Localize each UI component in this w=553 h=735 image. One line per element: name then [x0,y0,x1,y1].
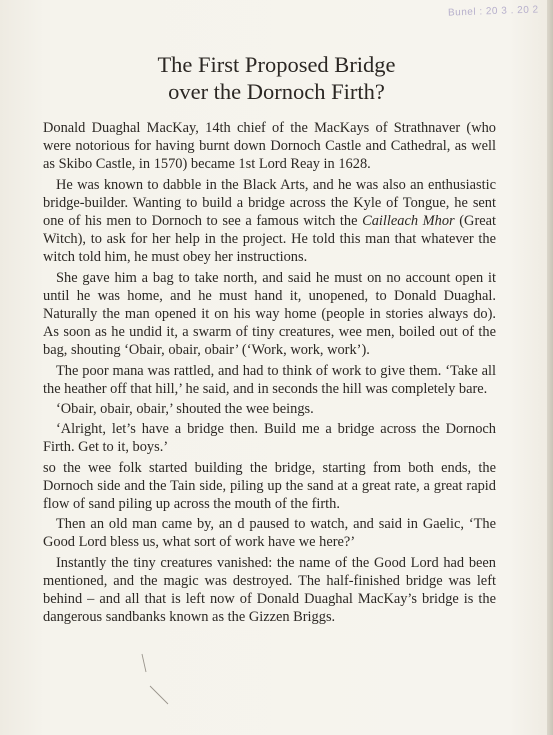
paragraph-6: ‘Alright, let’s have a bridge then. Build me a bridge across the Dornoch Firth. Get to it, boys.’ [43,421,496,456]
paragraph-2-text-a: He was known to dabble in the Black Arts, and he was also an enthusiastic bridge-builder. Wanting to build a bridge across the Kyle of Tongue, he sent one of his men to Dornoch to see a famous witch the [43,176,496,230]
title-line-2: over the Dornoch Firth? [168,79,385,105]
page-edge [547,0,553,735]
paragraph-8: Then an old man came by, an d paused to watch, and said in Gaelic, ‘The Good Lord bless us, what sort of work have we here?’ [43,516,496,551]
paragraph-3: She gave him a bag to take north, and said he must on no account open it until he was home, and he must hand it, unopened, to Donald Duaghal. Naturally the man opened it on his way home (people in stories always do). As soon as he undid it, a swarm of tiny creatures, wee men, boiled out of the bag, shouting ‘Obair, obair, obair’ (‘Work, work, work’). [43,269,496,359]
page-title [60,51,493,105]
handwritten-corner-note: Bunel : 20 3 . 20 2 [448,4,540,19]
paragraph-9: Instantly the tiny creatures vanished: the name of the Good Lord had been mentioned, and the magic was destroyed. The half-finished bridge was left behind – and all that is left now of Donald Duaghal MacKay’s bridge is the dangerous sandbanks known as the Gizzen Briggs. [43,554,496,626]
paragraph-2-text-b: (Great Witch), to ask for her help in the project. He told this man that whatever the witch told him, he must obey her instructions. [43,213,497,266]
title-line-1: The First Proposed Bridge [157,52,396,78]
paragraph-1: Donald Duaghal MacKay, 14th chief of the MacKays of Strathnaver (who were notorious for having burnt down Dornoch Castle and Cathedral, as well as Skibo Castle, in 1570) became 1st Lord Reay in 1628. [43,120,496,173]
paragraph-4: The poor mana was rattled, and had to think of work to give them. ‘Take all the heather off that hill,’ he said, and in seconds the hill was completely bare. [43,362,496,397]
pencil-mark [140,652,170,707]
paragraph-2 [43,176,496,267]
paragraph-2-italic-name: Cailleach Mhor [362,213,455,230]
paragraph-5: ‘Obair, obair, obair,’ shouted the wee beings. [56,401,314,418]
paragraph-7: so the wee folk started building the bridge, starting from both ends, the Dornoch side and the Tain side, piling up the sand at a great rate, a great rapid flow of sand piling up across the mouth of the firth. [43,459,496,513]
article-body [43,119,496,628]
